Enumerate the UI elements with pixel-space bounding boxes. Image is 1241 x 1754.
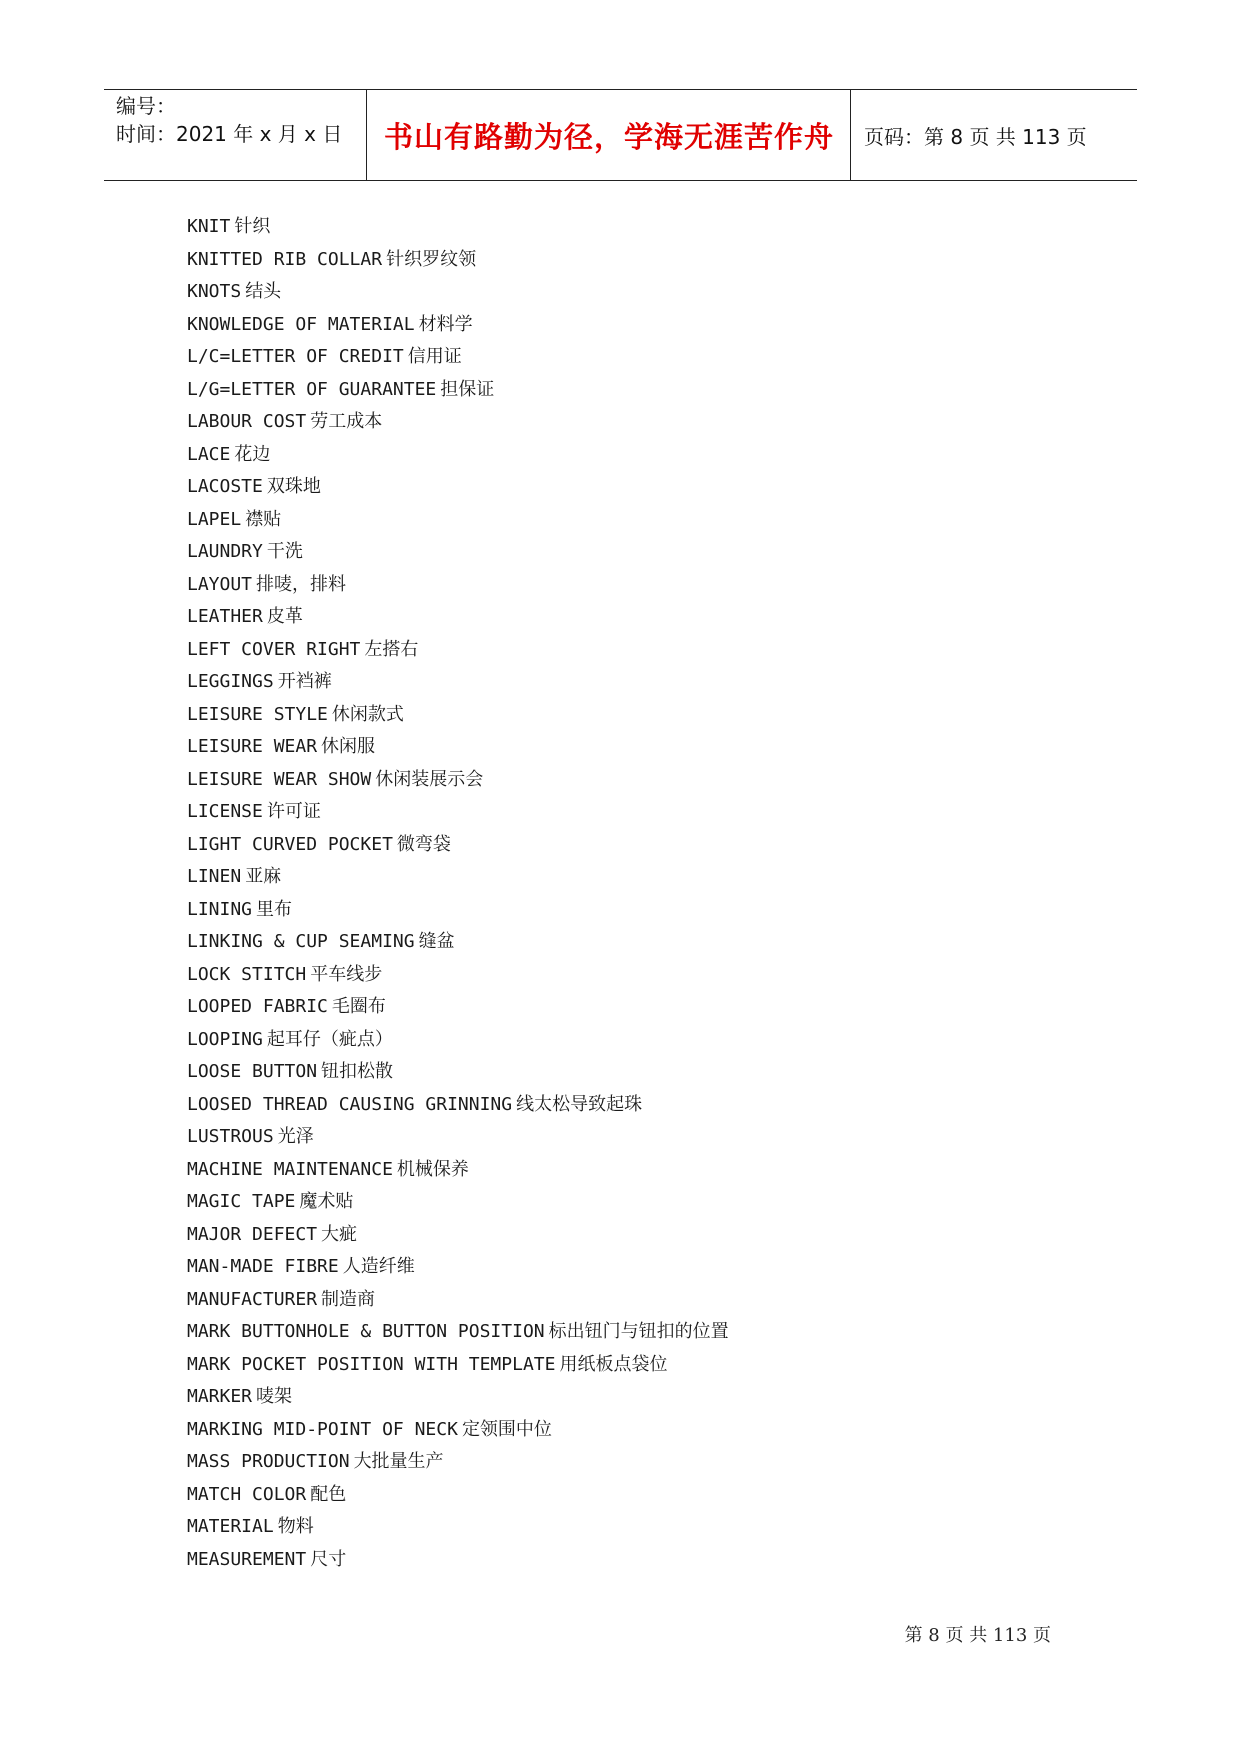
page-footer: 第 8 页 共 113 页 [904, 1625, 1051, 1646]
glossary-entry [187, 406, 729, 439]
glossary-entry [187, 959, 729, 992]
glossary-entry [187, 1414, 729, 1447]
glossary-entry [187, 1154, 729, 1187]
glossary-term-chinese: 担保证 [440, 378, 495, 400]
glossary-term-english: LEATHER [187, 606, 263, 627]
glossary-entry [187, 666, 729, 699]
glossary-term-english: LACOSTE [187, 476, 263, 497]
glossary-entry [187, 309, 729, 342]
glossary-term-chinese: 双珠地 [266, 476, 321, 497]
glossary-term-english: KNITTED RIB COLLAR [187, 248, 383, 270]
glossary-term-chinese: 标出钮门与钮扣的位置 [548, 1321, 729, 1342]
glossary-term-english: LOOSED THREAD CAUSING GRINNING [187, 1093, 513, 1115]
glossary-term-chinese: 起耳仔（疵点） [266, 1028, 393, 1050]
glossary-term-chinese: 结头 [245, 281, 282, 302]
glossary-term-english: MASS PRODUCTION [187, 1451, 350, 1472]
glossary-term-english: LAYOUT [187, 573, 253, 595]
glossary-term-chinese: 大批量生产 [353, 1451, 444, 1472]
glossary-term-english: LEGGINGS [187, 671, 274, 692]
glossary-term-english: L/C=LETTER OF CREDIT [187, 346, 404, 367]
glossary-term-english: MAGIC TAPE [187, 1191, 296, 1212]
glossary-term-english: MAN-MADE FIBRE [187, 1256, 339, 1277]
glossary-term-english: MATERIAL [187, 1516, 274, 1537]
glossary-term-chinese: 钮扣松散 [321, 1061, 394, 1082]
glossary-term-english: MACHINE MAINTENANCE [187, 1158, 393, 1180]
glossary-term-chinese: 花边 [234, 443, 271, 465]
glossary-entry [187, 1121, 729, 1154]
glossary-entry [187, 764, 729, 797]
glossary-term-english: LOOSE BUTTON [187, 1061, 318, 1082]
glossary-entry [187, 374, 729, 407]
glossary-entry [187, 1219, 729, 1252]
glossary-entry [187, 829, 729, 862]
glossary-entry [187, 211, 729, 244]
glossary-term-chinese: 人造纤维 [342, 1256, 415, 1277]
glossary-entry [187, 1186, 729, 1219]
glossary-term-english: MARK POCKET POSITION WITH TEMPLATE [187, 1353, 556, 1375]
glossary-entry [187, 471, 729, 504]
glossary-entry [187, 1544, 729, 1577]
glossary-term-chinese: 皮革 [266, 606, 303, 627]
glossary-term-english: KNIT [187, 216, 231, 237]
glossary-entry [187, 1024, 729, 1057]
glossary-entry [187, 244, 729, 277]
glossary-entry [187, 699, 729, 732]
glossary-entry [187, 861, 729, 894]
document-time-label: 时间：2021 年 x 月 x 日 [116, 122, 343, 146]
glossary-entry [187, 439, 729, 472]
glossary-entry [187, 1316, 729, 1349]
header-page-label: 页码：第 8 页 共 113 页 [864, 124, 1087, 149]
glossary-entry [187, 796, 729, 829]
glossary-term-english: LINING [187, 898, 253, 920]
glossary-term-chinese: 休闲装展示会 [375, 768, 484, 790]
glossary-term-english: MANUFACTURER [187, 1288, 318, 1310]
glossary-term-chinese: 魔术贴 [299, 1191, 354, 1212]
glossary-term-english: LEFT COVER RIGHT [187, 638, 361, 660]
header-meta [116, 92, 366, 148]
glossary-term-chinese: 休闲款式 [331, 703, 404, 725]
glossary-entry [187, 1511, 729, 1544]
glossary-list [187, 211, 729, 1576]
glossary-term-english: LEISURE WEAR SHOW [187, 768, 372, 790]
glossary-term-english: MARKING MID-POINT OF NECK [187, 1418, 458, 1440]
glossary-term-chinese: 尺寸 [310, 1548, 347, 1570]
glossary-entry [187, 1381, 729, 1414]
glossary-term-chinese: 襟贴 [245, 508, 282, 530]
header-divider-left [366, 90, 367, 180]
glossary-term-chinese: 针织罗纹领 [386, 248, 477, 270]
header-divider-right [850, 90, 851, 180]
header-motto: 书山有路勤为径，学海无涯苦作舟 [383, 119, 834, 154]
glossary-entry [187, 634, 729, 667]
glossary-term-chinese: 机械保养 [396, 1158, 469, 1180]
glossary-term-english: LICENSE [187, 801, 263, 822]
page-header [104, 89, 1137, 181]
glossary-term-chinese: 平车线步 [310, 963, 383, 985]
glossary-term-chinese: 物料 [277, 1516, 314, 1537]
glossary-term-chinese: 排唛，排料 [256, 573, 347, 595]
glossary-term-english: LINKING & CUP SEAMING [187, 931, 415, 952]
glossary-entry [187, 1479, 729, 1512]
glossary-term-chinese: 缝盆 [418, 931, 455, 952]
glossary-term-chinese: 许可证 [266, 801, 321, 822]
glossary-term-english: LEISURE WEAR [187, 736, 318, 757]
glossary-entry [187, 1089, 729, 1122]
glossary-term-english: MEASUREMENT [187, 1548, 307, 1570]
glossary-term-chinese: 用纸板点袋位 [559, 1353, 668, 1375]
document-number-label: 编号： [116, 94, 176, 118]
glossary-term-chinese: 光泽 [277, 1126, 314, 1147]
glossary-entry [187, 991, 729, 1024]
glossary-term-english: MAJOR DEFECT [187, 1223, 318, 1245]
glossary-term-english: LOOPING [187, 1028, 263, 1050]
glossary-term-chinese: 干洗 [266, 541, 303, 562]
glossary-term-chinese: 毛圈布 [331, 996, 386, 1017]
glossary-term-chinese: 微弯袋 [396, 833, 451, 855]
glossary-term-chinese: 定领围中位 [461, 1418, 552, 1440]
glossary-entry [187, 1251, 729, 1284]
glossary-term-english: MARKER [187, 1386, 253, 1407]
glossary-entry [187, 1056, 729, 1089]
glossary-entry [187, 1284, 729, 1317]
glossary-term-english: MARK BUTTONHOLE & BUTTON POSITION [187, 1321, 545, 1342]
glossary-term-chinese: 大疵 [321, 1223, 358, 1245]
glossary-entry [187, 341, 729, 374]
glossary-term-english: LOOPED FABRIC [187, 996, 328, 1017]
glossary-term-english: KNOTS [187, 281, 242, 302]
glossary-term-english: MATCH COLOR [187, 1483, 307, 1505]
glossary-term-english: LINEN [187, 866, 242, 887]
glossary-term-chinese: 材料学 [418, 313, 473, 335]
glossary-term-english: LOCK STITCH [187, 963, 307, 985]
glossary-term-english: LUSTROUS [187, 1126, 274, 1147]
glossary-term-chinese: 劳工成本 [310, 411, 383, 432]
glossary-term-chinese: 唛架 [256, 1386, 293, 1407]
glossary-term-english: LABOUR COST [187, 411, 307, 432]
glossary-term-chinese: 休闲服 [321, 736, 376, 757]
glossary-entry [187, 536, 729, 569]
glossary-term-chinese: 针织 [234, 216, 271, 237]
glossary-term-english: L/G=LETTER OF GUARANTEE [187, 378, 437, 400]
glossary-entry [187, 276, 729, 309]
glossary-entry [187, 569, 729, 602]
glossary-term-english: LAPEL [187, 508, 242, 530]
glossary-term-chinese: 信用证 [407, 346, 462, 367]
glossary-term-chinese: 左搭右 [364, 638, 419, 660]
glossary-term-chinese: 亚麻 [245, 866, 282, 887]
glossary-term-chinese: 制造商 [321, 1288, 376, 1310]
glossary-term-chinese: 里布 [256, 898, 293, 920]
glossary-entry [187, 731, 729, 764]
glossary-entry [187, 601, 729, 634]
glossary-entry [187, 504, 729, 537]
glossary-term-english: KNOWLEDGE OF MATERIAL [187, 313, 415, 335]
glossary-term-chinese: 开裆裤 [277, 671, 332, 692]
glossary-entry [187, 894, 729, 927]
glossary-entry [187, 1446, 729, 1479]
glossary-term-chinese: 线太松导致起珠 [516, 1093, 643, 1115]
glossary-term-english: LIGHT CURVED POCKET [187, 833, 393, 855]
glossary-entry [187, 1349, 729, 1382]
glossary-entry [187, 926, 729, 959]
glossary-term-english: LACE [187, 443, 231, 465]
glossary-term-english: LEISURE STYLE [187, 703, 328, 725]
glossary-term-english: LAUNDRY [187, 541, 263, 562]
glossary-term-chinese: 配色 [310, 1483, 347, 1505]
